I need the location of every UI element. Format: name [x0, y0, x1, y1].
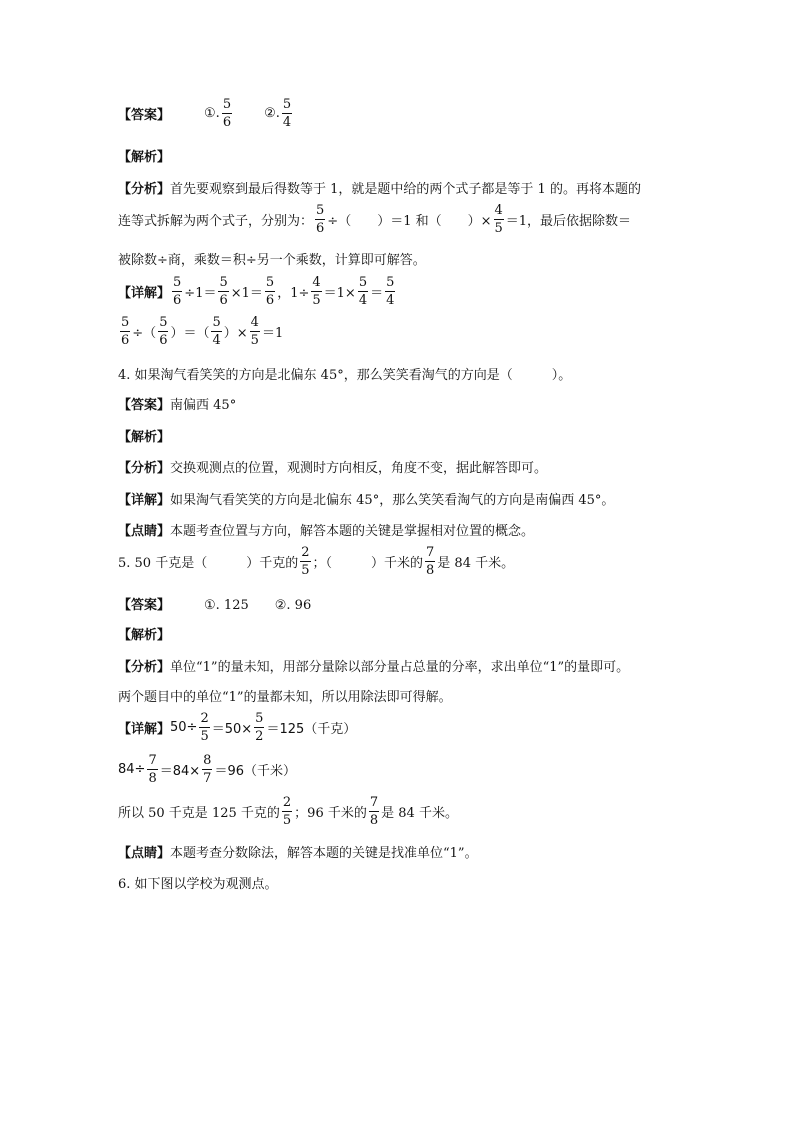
q4-dianjing-line: 【点睛】 本题考查位置与方向，解答本题的关键是掌握相对位置的概念。: [118, 520, 534, 539]
fraction: $\frac{5}{2}$: [255, 711, 264, 744]
answer-text: 南偏西 45°: [170, 398, 237, 413]
q5-xiangjie-line1: 【详解】 50÷ $\frac{2}{5}$ ＝50× $\frac{5}{2}$ ＝125（千克）: [118, 711, 357, 744]
q3-fenxi-line1: [118, 178, 641, 197]
dianjing-tag: 【点睛】: [118, 846, 171, 861]
q5-answer-line: [118, 594, 311, 613]
fenxi-tag: 【分析】: [118, 182, 171, 197]
answer-1-prefix: ①.: [204, 106, 220, 121]
q5-question: 5. 50 千克是（ ）千克的 $\frac{2}{5}$ ；（ ）千米的 $\frac{7}{8}$ 是 84 千米。: [118, 545, 515, 578]
q3-fenxi-line2: 连等式拆解为两个式子，分别为： $\frac{5}{6}$ ÷（ ）＝1 和（ ）× $\frac{4}{5}$ ＝1，最后依据除数＝: [118, 203, 632, 236]
fraction: $\frac{5}{6}$: [173, 275, 182, 308]
fraction: $\frac{4}{5}$: [494, 203, 503, 236]
xiangjie-tag: 【详解】: [118, 493, 171, 508]
q6-question: 6. 如下图以学校为观测点。: [118, 877, 278, 892]
q4-analysis-tag: 【解析】: [118, 430, 171, 445]
q3-answer-line: [118, 98, 294, 129]
q5-xiangjie-line2: 84÷ $\frac{7}{8}$ ＝84× $\frac{8}{7}$ ＝96（千米）: [118, 753, 296, 786]
q5-fenxi-line2: 两个题目中的单位“1”的量都未知，所以用除法即可得解。: [118, 690, 452, 705]
fraction: $\frac{5}{6}$: [121, 315, 130, 348]
q3-xiangjie-line2: $\frac{5}{6}$ ÷（ $\frac{5}{6}$ ）＝（ $\frac{5}{4}$ ）× $\frac{4}{5}$ ＝1: [121, 315, 284, 348]
answer-2-fraction: $\frac{5}{4}$: [282, 97, 292, 130]
answer-tag: 【答案】: [118, 108, 171, 123]
q3-analysis-tag: 【解析】: [118, 150, 171, 165]
fraction: $\frac{5}{6}$: [316, 203, 325, 236]
dianjing-tag: 【点睛】: [118, 524, 171, 539]
fraction: $\frac{5}{4}$: [358, 275, 368, 308]
fraction: $\frac{7}{8}$: [148, 753, 157, 786]
q5-fenxi-line1: 【分析】 单位“1”的量未知，用部分量除以部分量占总量的分率，求出单位“1”的量即可。: [118, 656, 629, 675]
answer-1-fraction: $\frac{5}{6}$: [222, 97, 232, 130]
q3-xiangjie-line1: 【详解】 $\frac{5}{6}$ ÷1＝ $\frac{5}{6}$ ×1＝ $\frac{5}{6}$ ，1÷ $\frac{4}{5}$ ＝1× $\frac{5}{4}$ ＝ $\frac{5}{4}$: [118, 275, 395, 308]
fraction: $\frac{5}{6}$: [265, 275, 275, 308]
fraction: $\frac{4}{5}$: [312, 275, 321, 308]
fraction: $\frac{4}{5}$: [250, 315, 259, 348]
answer-text: ①. 125 ②. 96: [204, 598, 312, 613]
q5-summary-line: 所以 50 千克是 125 千克的 $\frac{2}{5}$ ；96 千米的 $\frac{7}{8}$ 是 84 千米。: [118, 795, 458, 828]
fraction: $\frac{5}{4}$: [212, 315, 221, 348]
fenxi-tag: 【分析】: [118, 461, 171, 476]
q5-dianjing-line: 【点睛】 本题考查分数除法，解答本题的关键是找准单位“1”。: [118, 842, 478, 861]
xiangjie-tag: 【详解】: [118, 722, 171, 737]
fenxi-text: 首先要观察到最后得数等于 1，就是题中给的两个式子都是等于 1 的。再将本题的: [170, 182, 641, 197]
answer-tag: 【答案】: [118, 398, 171, 413]
fraction: $\frac{8}{7}$: [203, 753, 212, 786]
fraction: $\frac{5}{4}$: [386, 275, 395, 308]
fraction: $\frac{2}{5}$: [301, 545, 310, 578]
fraction: $\frac{2}{5}$: [282, 795, 292, 828]
fraction: $\frac{5}{6}$: [159, 315, 168, 348]
q3-fenxi-line3: 被除数÷商，乘数＝积÷另一个乘数，计算即可解答。: [118, 253, 426, 268]
fraction: $\frac{2}{5}$: [200, 711, 209, 744]
fraction: $\frac{7}{8}$: [426, 545, 435, 578]
q4-answer-line: [118, 394, 236, 413]
fraction: $\frac{7}{8}$: [369, 795, 379, 828]
q5-analysis-tag: 【解析】: [118, 628, 171, 643]
fenxi-tag: 【分析】: [118, 660, 171, 675]
answer-2-prefix: ②.: [264, 106, 280, 121]
q4-question: 4. 如果淘气看笑笑的方向是北偏东 45°，那么笑笑看淘气的方向是（ ）。: [118, 368, 572, 383]
xiangjie-tag: 【详解】: [118, 286, 171, 301]
answer-tag: 【答案】: [118, 598, 171, 613]
q4-xiangjie-line: 【详解】 如果淘气看笑笑的方向是北偏东 45°，那么笑笑看淘气的方向是南偏西 45°。: [118, 489, 614, 508]
fraction: $\frac{5}{6}$: [219, 275, 228, 308]
q4-fenxi-line: 【分析】 交换观测点的位置，观测时方向相反，角度不变，据此解答即可。: [118, 457, 547, 476]
